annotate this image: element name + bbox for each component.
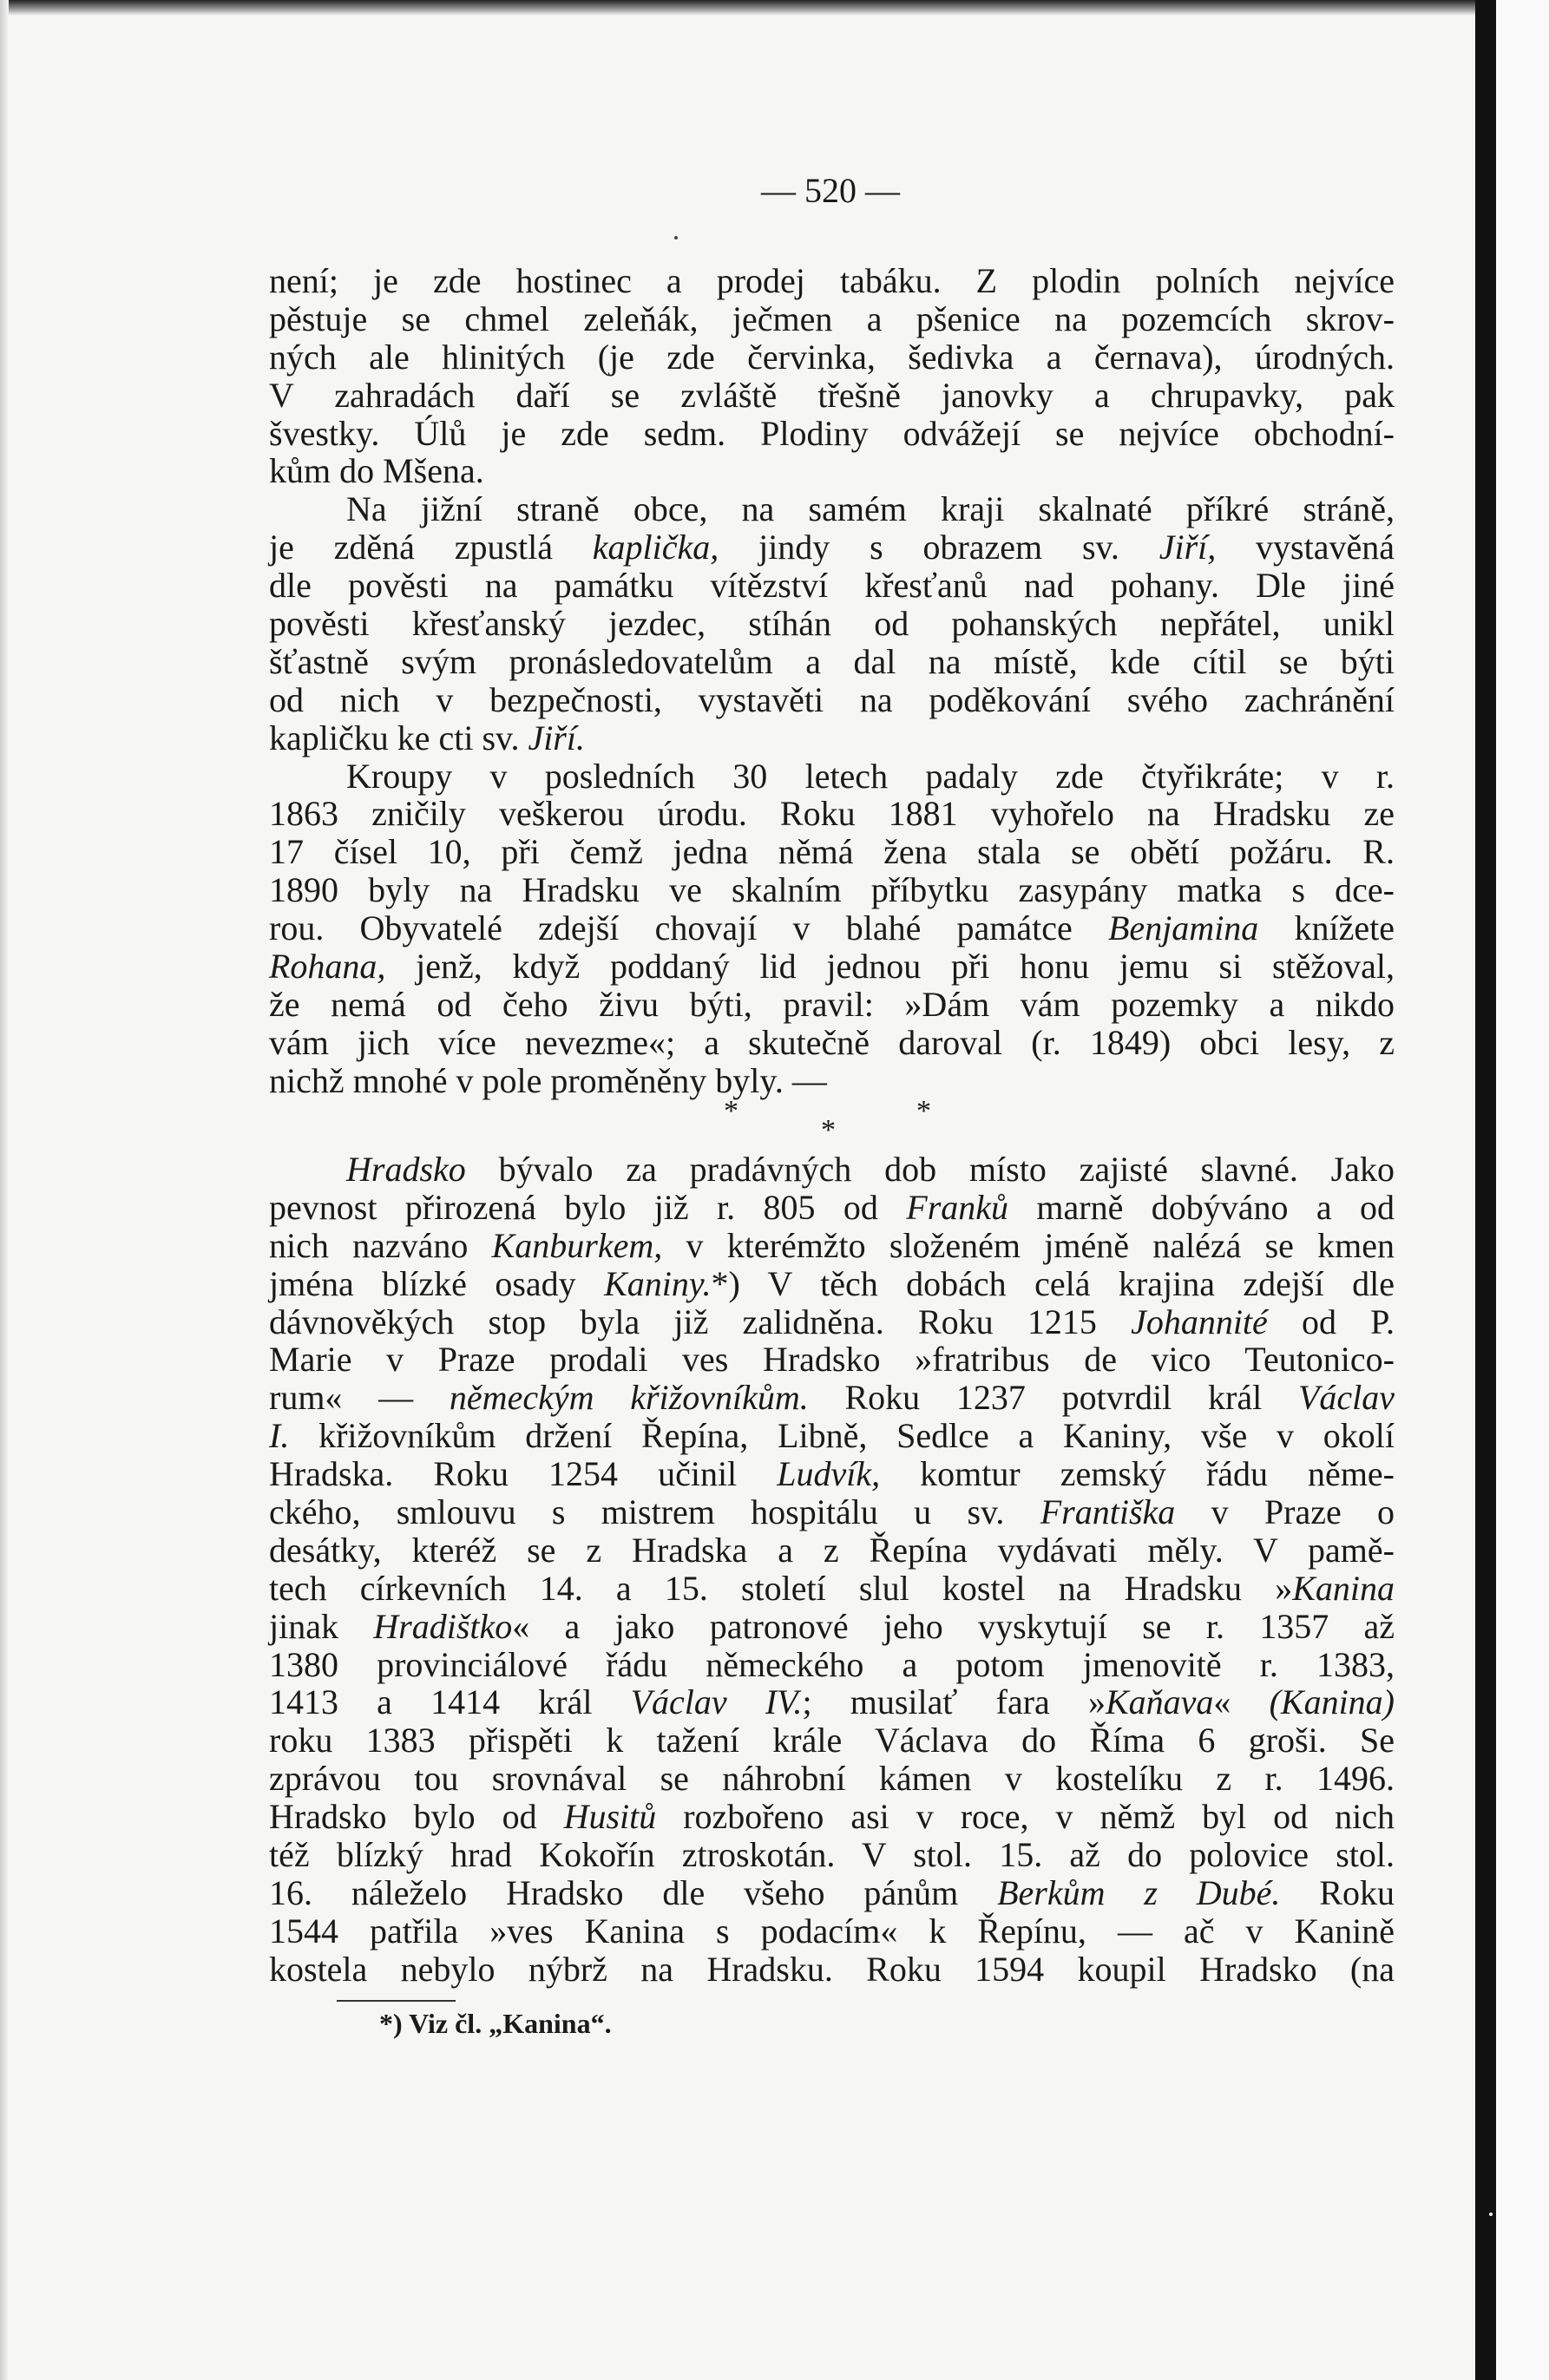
text-segment: « a jako patronové jeho vyskytují se r. 1357 až bbox=[512, 1606, 1395, 1646]
text-segment: ckého, smlouvu s mistrem hospitálu u sv. bbox=[269, 1492, 1040, 1532]
text-line bbox=[269, 1912, 1395, 1951]
text-segment: že nemá od čeho živu býti, pravil: »Dám vám pozemky a nikdo bbox=[269, 984, 1395, 1024]
text-line bbox=[269, 909, 1395, 947]
text-segment: Marie v Praze prodali ves Hradsko »fratribus de vico Teutonico- bbox=[269, 1340, 1395, 1380]
text-line bbox=[269, 1951, 1395, 1989]
scan-left-edge bbox=[0, 0, 9, 2380]
text-segment: nichž mnohé v pole proměněny byly. — bbox=[269, 1060, 827, 1100]
italic-text: I. bbox=[269, 1416, 290, 1456]
italic-text: Berkům z Dubé. bbox=[997, 1872, 1281, 1912]
text-segment: Na jižní straně obce, na samém kraji skalnaté příkré stráně, bbox=[346, 489, 1395, 529]
text-segment: rozbořeno asi v roce, v němž byl od nich bbox=[656, 1797, 1395, 1837]
text-segment: V zahradách daří se zvláště třešně janovky a chrupavky, pak bbox=[269, 375, 1395, 415]
italic-text: Františka bbox=[1040, 1492, 1176, 1532]
page-number: — 520 — bbox=[761, 171, 900, 210]
text-line bbox=[269, 1189, 1395, 1227]
italic-text: Kanina bbox=[1292, 1568, 1395, 1608]
text-line bbox=[269, 1379, 1395, 1417]
text-segment: Kroupy v posledních 30 letech padaly zde čtyřikráte; v r. bbox=[346, 756, 1395, 796]
text-line bbox=[269, 1608, 1395, 1646]
italic-text: Husitů bbox=[563, 1797, 657, 1837]
text-segment: 17 čísel 10, při čemž jedna němá žena stala se obětí požáru. R. bbox=[269, 832, 1395, 872]
text-line bbox=[269, 490, 1395, 528]
text-segment: jména blízké osady bbox=[269, 1263, 605, 1303]
text-segment: marně dobýváno a od bbox=[1008, 1187, 1395, 1227]
text-segment: od nich v bezpečnosti, vystavěti na poděkování svého zachránění bbox=[269, 679, 1395, 719]
text-segment: rum« — bbox=[269, 1378, 450, 1418]
text-line bbox=[269, 1341, 1395, 1379]
text-line bbox=[269, 415, 1395, 453]
text-segment: pěstuje se chmel zeleňák, ječmen a pšenice na pozemcích skrov- bbox=[269, 298, 1395, 338]
text-line bbox=[269, 1493, 1395, 1531]
text-line bbox=[269, 377, 1395, 415]
text-segment: rou. Obyvatelé zdejší chovají v blahé památce bbox=[269, 908, 1108, 948]
text-line bbox=[269, 719, 1395, 757]
text-segment: 1413 a 1414 král bbox=[269, 1682, 631, 1722]
text-segment: tech církevních 14. a 15. století slul kostel na Hradsku » bbox=[269, 1568, 1293, 1608]
text-block-2 bbox=[269, 1151, 1395, 1989]
text-segment: vám jich více nevezme«; a skutečně daroval (r. 1849) obci lesy, z bbox=[269, 1022, 1395, 1062]
scan-top-edge bbox=[0, 0, 1549, 16]
text-segment: křižovníkům držení Řepína, Libně, Sedlce a Kaniny, vše v okolí bbox=[289, 1416, 1395, 1456]
text-line bbox=[269, 681, 1395, 719]
text-line bbox=[269, 1151, 1395, 1189]
text-segment: 1544 patřila »ves Kanina s podacím« k Řepínu, — ač v Kanině bbox=[269, 1911, 1395, 1951]
text-segment: jindy s obrazem sv. bbox=[719, 528, 1159, 567]
text-segment: bývalo za pradávných dob místo zajisté slavné. Jako bbox=[465, 1150, 1395, 1189]
text-segment: šťastně svým pronásledovatelům a dal na místě, kde cítil se býti bbox=[269, 641, 1395, 681]
text-segment: Roku bbox=[1280, 1872, 1395, 1912]
text-line bbox=[269, 1721, 1395, 1760]
italic-text: (Kanina) bbox=[1269, 1682, 1395, 1722]
text-segment: « bbox=[1213, 1682, 1270, 1722]
text-segment: 1380 provinciálové řádu německého a potom jmenovitě r. 1383, bbox=[269, 1644, 1395, 1684]
scan-speck bbox=[674, 236, 678, 239]
italic-text: Kaňava bbox=[1105, 1682, 1214, 1722]
italic-text: Benjamina bbox=[1108, 908, 1259, 948]
text-line bbox=[269, 833, 1395, 871]
text-line bbox=[269, 1062, 1395, 1100]
italic-text: Václav bbox=[1297, 1378, 1395, 1418]
text-segment: švestky. Úlů je zde sedm. Plodiny odvážejí se nejvíce obchodní- bbox=[269, 413, 1395, 453]
text-line bbox=[269, 986, 1395, 1024]
text-segment: Hradska. Roku 1254 učinil bbox=[269, 1454, 778, 1494]
text-line bbox=[269, 338, 1395, 377]
text-segment: 1890 byly na Hradsku ve skalním příbytku zasypány matka s dce- bbox=[269, 870, 1395, 910]
text-segment: je zděná zpustlá bbox=[269, 528, 593, 567]
text-line bbox=[269, 871, 1395, 909]
text-segment: nich nazváno bbox=[269, 1225, 492, 1265]
separator-asterisk: * bbox=[916, 1095, 931, 1127]
text-segment: kům do Mšena. bbox=[269, 451, 484, 491]
text-line bbox=[269, 643, 1395, 681]
text-segment: dávnověkých stop byla již zalidněna. Roku 1215 bbox=[269, 1301, 1132, 1341]
text-line bbox=[269, 1531, 1395, 1570]
separator-asterisk: * bbox=[724, 1095, 738, 1127]
text-line bbox=[269, 795, 1395, 833]
italic-text: Hradištko bbox=[373, 1606, 513, 1646]
text-block-1 bbox=[269, 262, 1395, 1100]
text-segment: pověsti křesťanský jezdec, stíhán od pohanských nepřátel, unikl bbox=[269, 604, 1395, 644]
text-line bbox=[269, 1227, 1395, 1265]
italic-text: Jiří, bbox=[1158, 528, 1217, 567]
text-segment: jenž, když poddaný lid jednou při honu jemu si stěžoval, bbox=[385, 947, 1395, 987]
text-segment: v kterémžto složeném jméně nalézá se kmen bbox=[662, 1225, 1395, 1265]
text-line bbox=[269, 1265, 1395, 1303]
text-line bbox=[269, 947, 1395, 986]
italic-text: Kanburkem, bbox=[491, 1225, 663, 1265]
italic-text: německým křižovníkům. bbox=[449, 1378, 809, 1418]
text-line bbox=[269, 300, 1395, 338]
text-segment: kapličku ke cti sv. bbox=[269, 718, 528, 757]
text-segment: 16. náleželo Hradsko dle všeho pánům bbox=[269, 1872, 998, 1912]
text-segment: v Praze o bbox=[1175, 1492, 1395, 1532]
text-segment: jinak bbox=[269, 1606, 374, 1646]
text-segment: též blízký hrad Kokořín ztroskotán. V stol. 15. až do polovice stol. bbox=[269, 1835, 1395, 1875]
italic-text: Franků bbox=[906, 1187, 1009, 1227]
text-segment: *) V těch dobách celá krajina zdejší dle bbox=[711, 1263, 1395, 1303]
text-segment: desátky, kteréž se z Hradska a z Řepína vydávati měly. V pamě- bbox=[269, 1530, 1395, 1570]
text-segment: Hradsko bylo od bbox=[269, 1797, 564, 1837]
italic-text: Kaniny. bbox=[604, 1263, 712, 1303]
text-segment: zprávou tou srovnával se náhrobní kámen v kostelíku z r. 1496. bbox=[269, 1759, 1395, 1799]
book-spine-shadow bbox=[1475, 0, 1496, 2380]
scan-speck bbox=[1489, 2213, 1493, 2216]
text-line bbox=[269, 1760, 1395, 1798]
text-segment: ných ale hlinitých (je zde červinka, šedivka a černava), úrodných. bbox=[269, 337, 1395, 377]
text-line bbox=[269, 1798, 1395, 1836]
text-segment: roku 1383 přispěti k tažení krále Václava do Říma 6 groši. Se bbox=[269, 1721, 1395, 1760]
text-line bbox=[269, 1836, 1395, 1874]
text-segment: 1863 zničily veškerou úrodu. Roku 1881 vyhořelo na Hradsku ze bbox=[269, 794, 1395, 834]
text-line bbox=[269, 262, 1395, 300]
italic-text: Jiří. bbox=[528, 718, 585, 757]
text-segment: vystavěná bbox=[1216, 528, 1395, 567]
text-line bbox=[269, 1874, 1395, 1912]
text-line bbox=[269, 605, 1395, 643]
text-segment: knížete bbox=[1258, 908, 1395, 948]
italic-text: Rohana, bbox=[269, 947, 386, 987]
facing-page-edge bbox=[1496, 0, 1549, 2380]
text-segment: komtur zemský řádu něme- bbox=[880, 1454, 1395, 1494]
text-segment: dle pověsti na památku vítězství křesťanů nad pohany. Dle jiné bbox=[269, 566, 1395, 606]
italic-text: kaplička, bbox=[592, 528, 719, 567]
text-segment: Roku 1237 potvrdil král bbox=[808, 1378, 1298, 1418]
text-line bbox=[269, 1570, 1395, 1608]
text-line bbox=[269, 1417, 1395, 1455]
text-line bbox=[269, 1683, 1395, 1721]
italic-text: Johannité bbox=[1131, 1301, 1268, 1341]
italic-text: Ludvík, bbox=[777, 1454, 881, 1494]
text-line bbox=[269, 1455, 1395, 1493]
text-line bbox=[269, 757, 1395, 796]
text-segment: kostela nebylo nýbrž na Hradsku. Roku 1594 koupil Hradsko (na bbox=[269, 1949, 1395, 1989]
text-segment: pevnost přirozená bylo již r. 805 od bbox=[269, 1187, 907, 1227]
text-line bbox=[269, 1024, 1395, 1062]
text-segment: od P. bbox=[1267, 1301, 1395, 1341]
separator-asterisk: * bbox=[821, 1114, 836, 1146]
italic-text: Hradsko bbox=[346, 1150, 466, 1189]
text-line bbox=[269, 567, 1395, 605]
text-segment: ; musilať fara » bbox=[802, 1682, 1106, 1722]
text-line bbox=[269, 1646, 1395, 1684]
footnote-rule bbox=[337, 2000, 456, 2002]
italic-text: Václav IV. bbox=[630, 1682, 803, 1722]
text-line bbox=[269, 1303, 1395, 1341]
text-segment: není; je zde hostinec a prodej tabáku. Z plodin polních nejvíce bbox=[269, 261, 1395, 300]
footnote: *) Viz čl. „Kanina“. bbox=[379, 2008, 612, 2039]
text-line bbox=[269, 528, 1395, 567]
text-line bbox=[269, 452, 1395, 490]
